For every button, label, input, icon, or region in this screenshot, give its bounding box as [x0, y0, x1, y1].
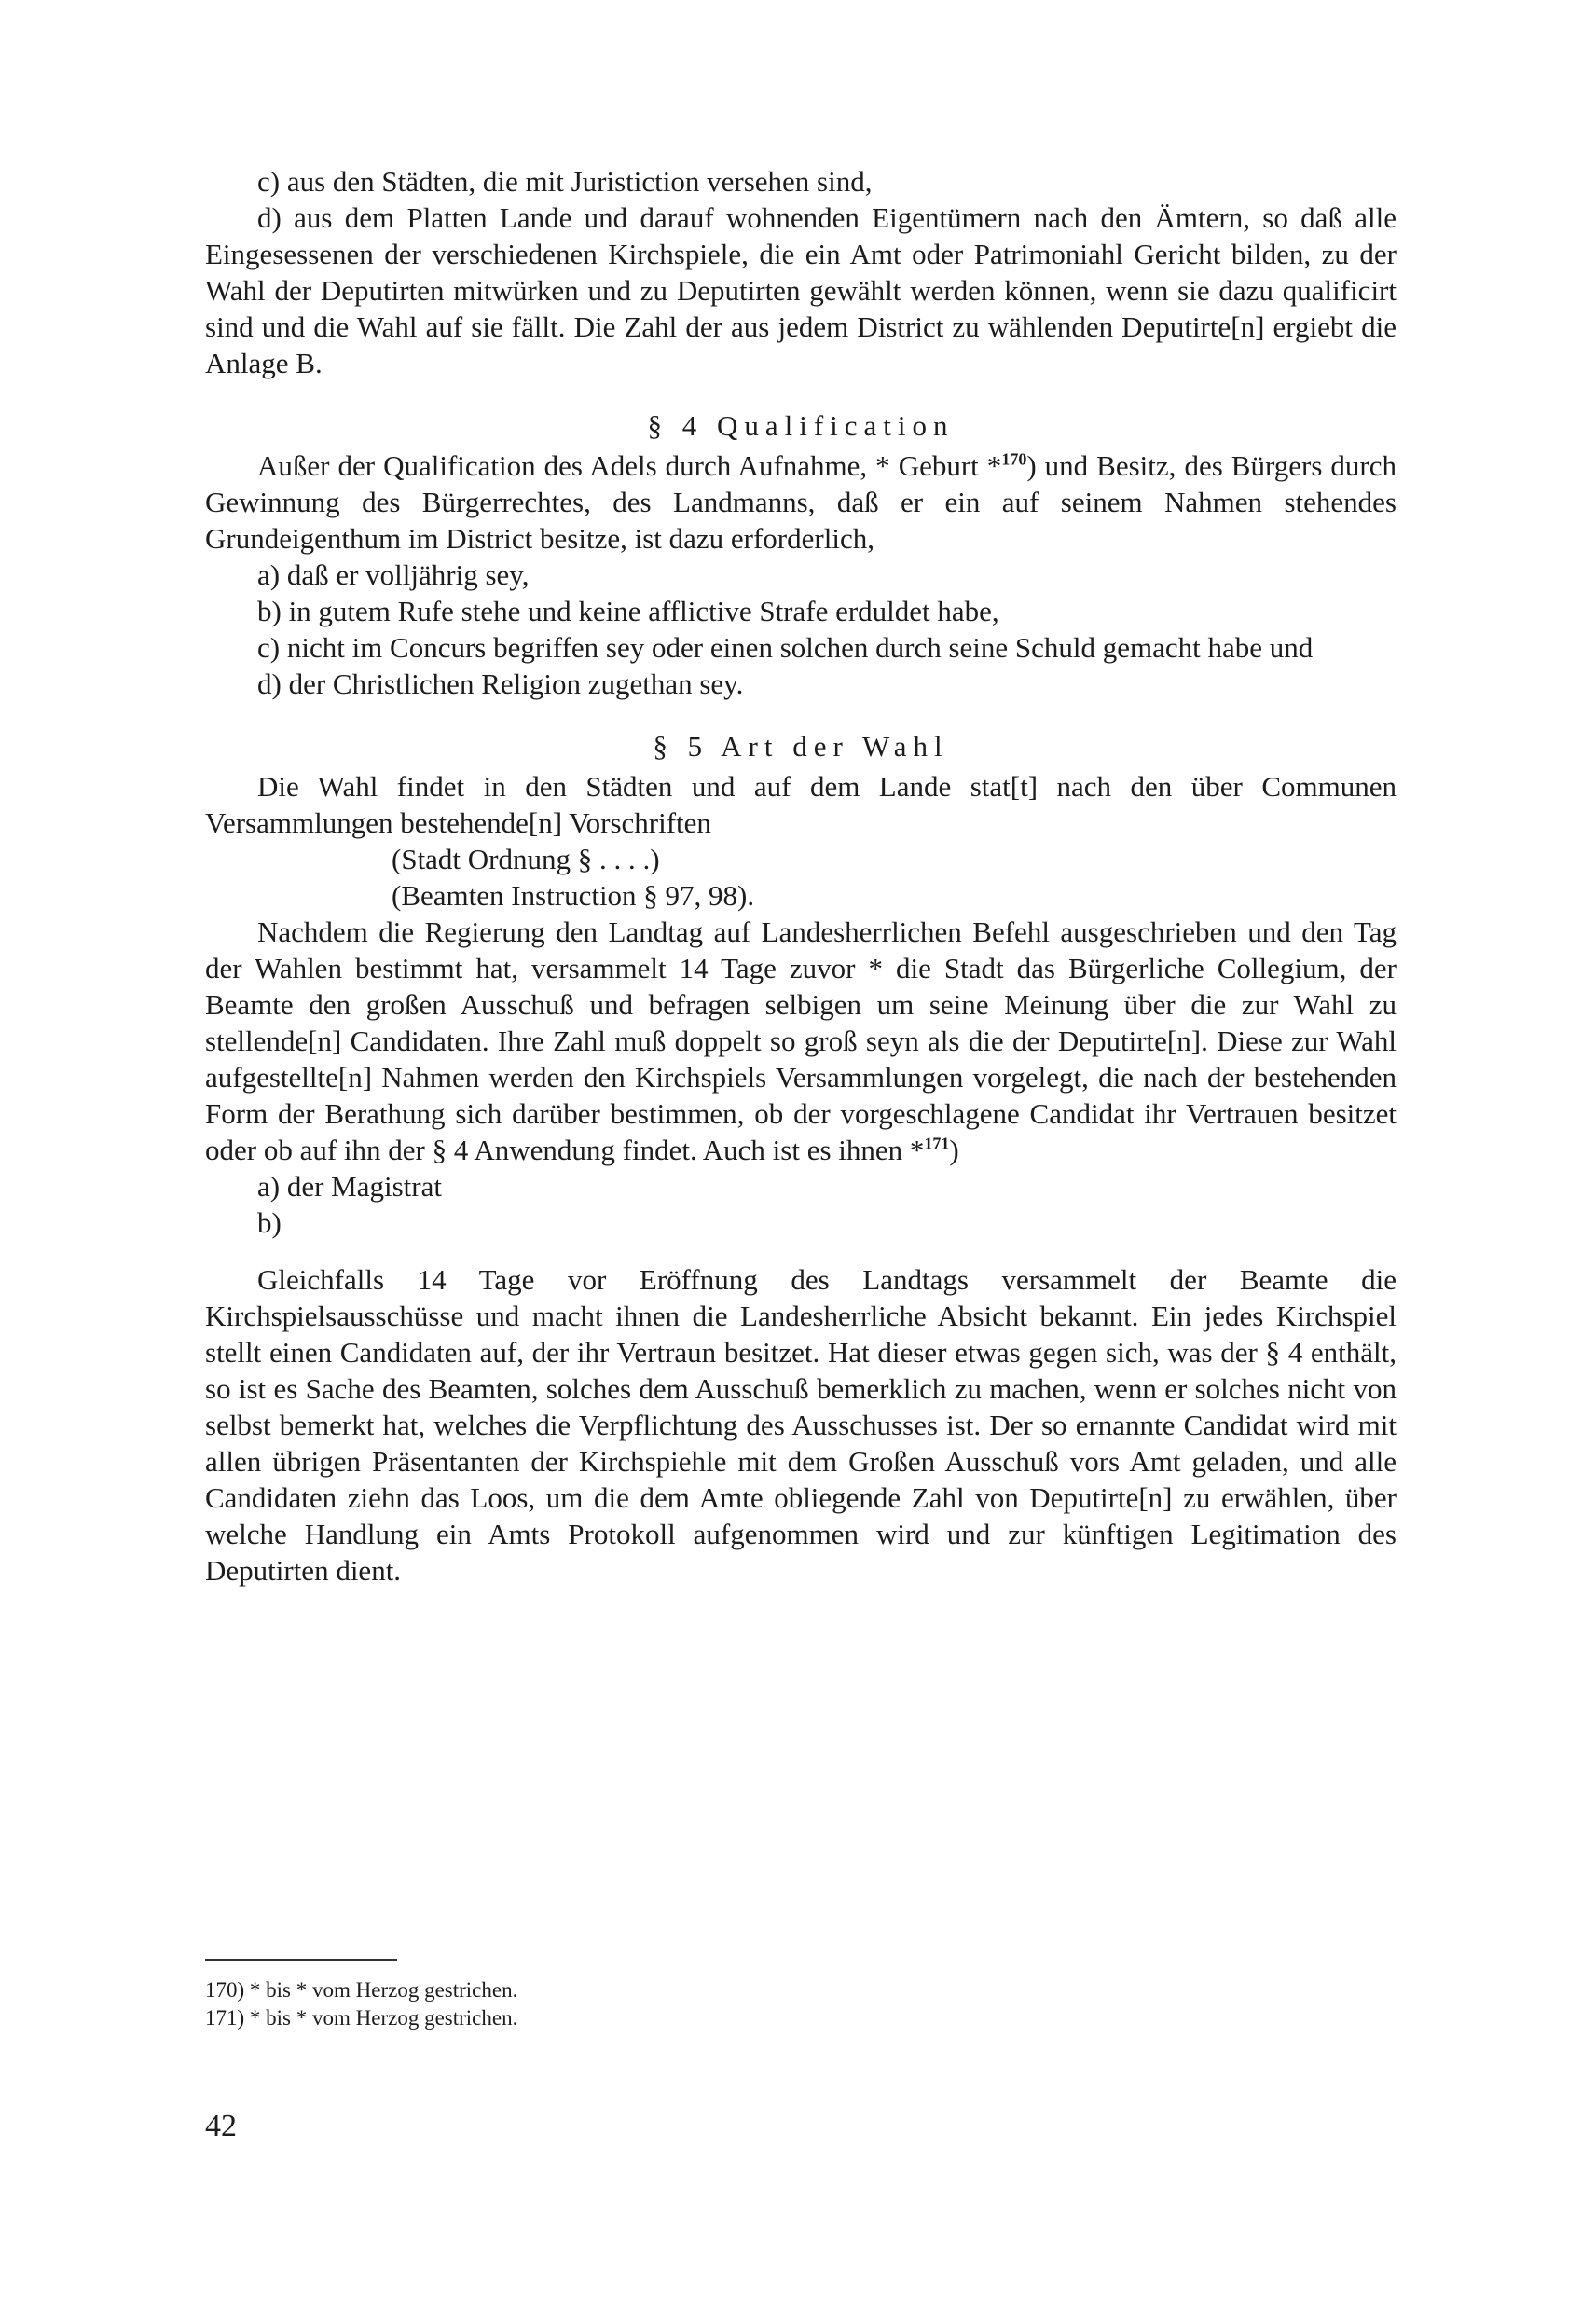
wahl-intro: Die Wahl findet in den Städten und auf dem Lande stat[t] nach den über Communen Versammlungen bestehende[n] Vorschriften [205, 770, 1396, 839]
list-item-d: d) aus dem Platten Lande und darauf wohnenden Eigentümern nach den Ämtern, so daß alle Eingesessenen der verschiedenen Kirchspiele, die ein Amt oder Patrimoniahl Gericht bilden, zu der Wahl der Deputirten mitwürken und zu Deputirten gewählt werden können, wenn sie dazu qualificirt sind und die Wahl auf sie fällt. Die Zahl der aus jedem District zu wählenden Deputirte[n] ergiebt die Anlage B. [205, 201, 1396, 379]
qualification-item-b: b) in gutem Rufe stehe und keine afflictive Strafe erduldet habe, [257, 595, 999, 627]
wahl-paragraph-1 [205, 914, 1396, 1168]
qualification-intro-text-cont: ) und Besitz, des Bürgers durch Gewinnung des Bürgerrechtes, des Landmanns, daß er ein auf seinem Nahmen stehendes Grundeigenthum im District besitze, ist dazu erforderlich, [205, 449, 1396, 555]
footnote-divider [205, 1959, 397, 1961]
page-number: 42 [205, 2109, 237, 2143]
main-text [205, 163, 1396, 1589]
reference-beamten-instruction: (Beamten Instruction § 97, 98). [392, 879, 755, 912]
qualification-intro-text: Außer der Qualification des Adels durch Aufnahme, * Geburt * [257, 449, 1002, 482]
footnote-ref-170: 170 [1001, 449, 1027, 469]
wahl-sub-item-a: a) der Magistrat [257, 1170, 442, 1203]
footnotes [205, 1976, 1044, 2032]
wahl-paragraph-1-close: ) [949, 1134, 959, 1166]
reference-stadt-ordnung: (Stadt Ordnung § . . . .) [392, 843, 660, 875]
footnote-170: 170) * bis * vom Herzog gestrichen. [205, 1978, 518, 2002]
footnote-ref-171: 171 [924, 1134, 950, 1153]
section-heading-qualification: § 4 Qualification [647, 409, 955, 442]
footnote-171: 171) * bis * vom Herzog gestrichen. [205, 2006, 518, 2030]
section-heading-art-der-wahl: § 5 Art der Wahl [653, 730, 949, 763]
qualification-item-a: a) daß er volljährig sey, [257, 558, 530, 591]
qualification-item-c: c) nicht im Concurs begriffen sey oder einen solchen durch seine Schuld gemacht habe und [257, 631, 1314, 664]
wahl-sub-item-b: b) [257, 1206, 282, 1239]
wahl-paragraph-1-text: Nachdem die Regierung den Landtag auf Landesherrlichen Befehl ausgeschrieben und den Tag der Wahlen bestimmt hat, versammelt 14 Tage zuvor * die Stadt das Bürgerliche Collegium, der Beamte den großen Ausschuß und befragen selbigen um seine Meinung über die zur Wahl zu stellende[n] Candidaten. Ihre Zahl muß doppelt so groß seyn als die der Deputirte[n]. Diese zur Wahl aufgestellte[n] Nahmen werden den Kirchspiels Versammlungen vorgelegt, die nach der bestehenden Form der Berathung sich darüber bestimmen, ob der vorgeschlagene Candidat ihr Vertrauen besitzet oder ob auf ihn der § 4 Anwendung findet. Auch ist es ihnen * [205, 915, 1396, 1166]
wahl-paragraph-2: Gleichfalls 14 Tage vor Eröffnung des Landtags versammelt der Beamte die Kirchspielsausschüsse und macht ihnen die Landesherrliche Absicht bekannt. Ein jedes Kirchspiel stellt einen Candidaten auf, der ihr Vertraun besitzet. Hat dieser etwas gegen sich, was der § 4 enthält, so ist es Sache des Beamten, solches dem Ausschuß bemerklich zu machen, wenn er solches nicht von selbst bemerkt hat, welches die Verpflichtung des Ausschusses ist. Der so ernannte Candidat wird mit allen übrigen Präsentanten der Kirchspiehle mit dem Großen Ausschuß vors Amt geladen, und alle Candidaten ziehn das Loos, um die dem Amte obliegende Zahl von Deputirte[n] zu erwählen, über welche Handlung ein Amts Protokoll aufgenommen wird und zur künftigen Legitimation des Deputirten dient. [205, 1263, 1396, 1587]
qualification-item-d: d) der Christlichen Religion zugethan sey. [257, 667, 744, 700]
qualification-intro [205, 447, 1396, 557]
list-item-c: c) aus den Städten, die mit Juristiction versehen sind, [257, 165, 873, 198]
